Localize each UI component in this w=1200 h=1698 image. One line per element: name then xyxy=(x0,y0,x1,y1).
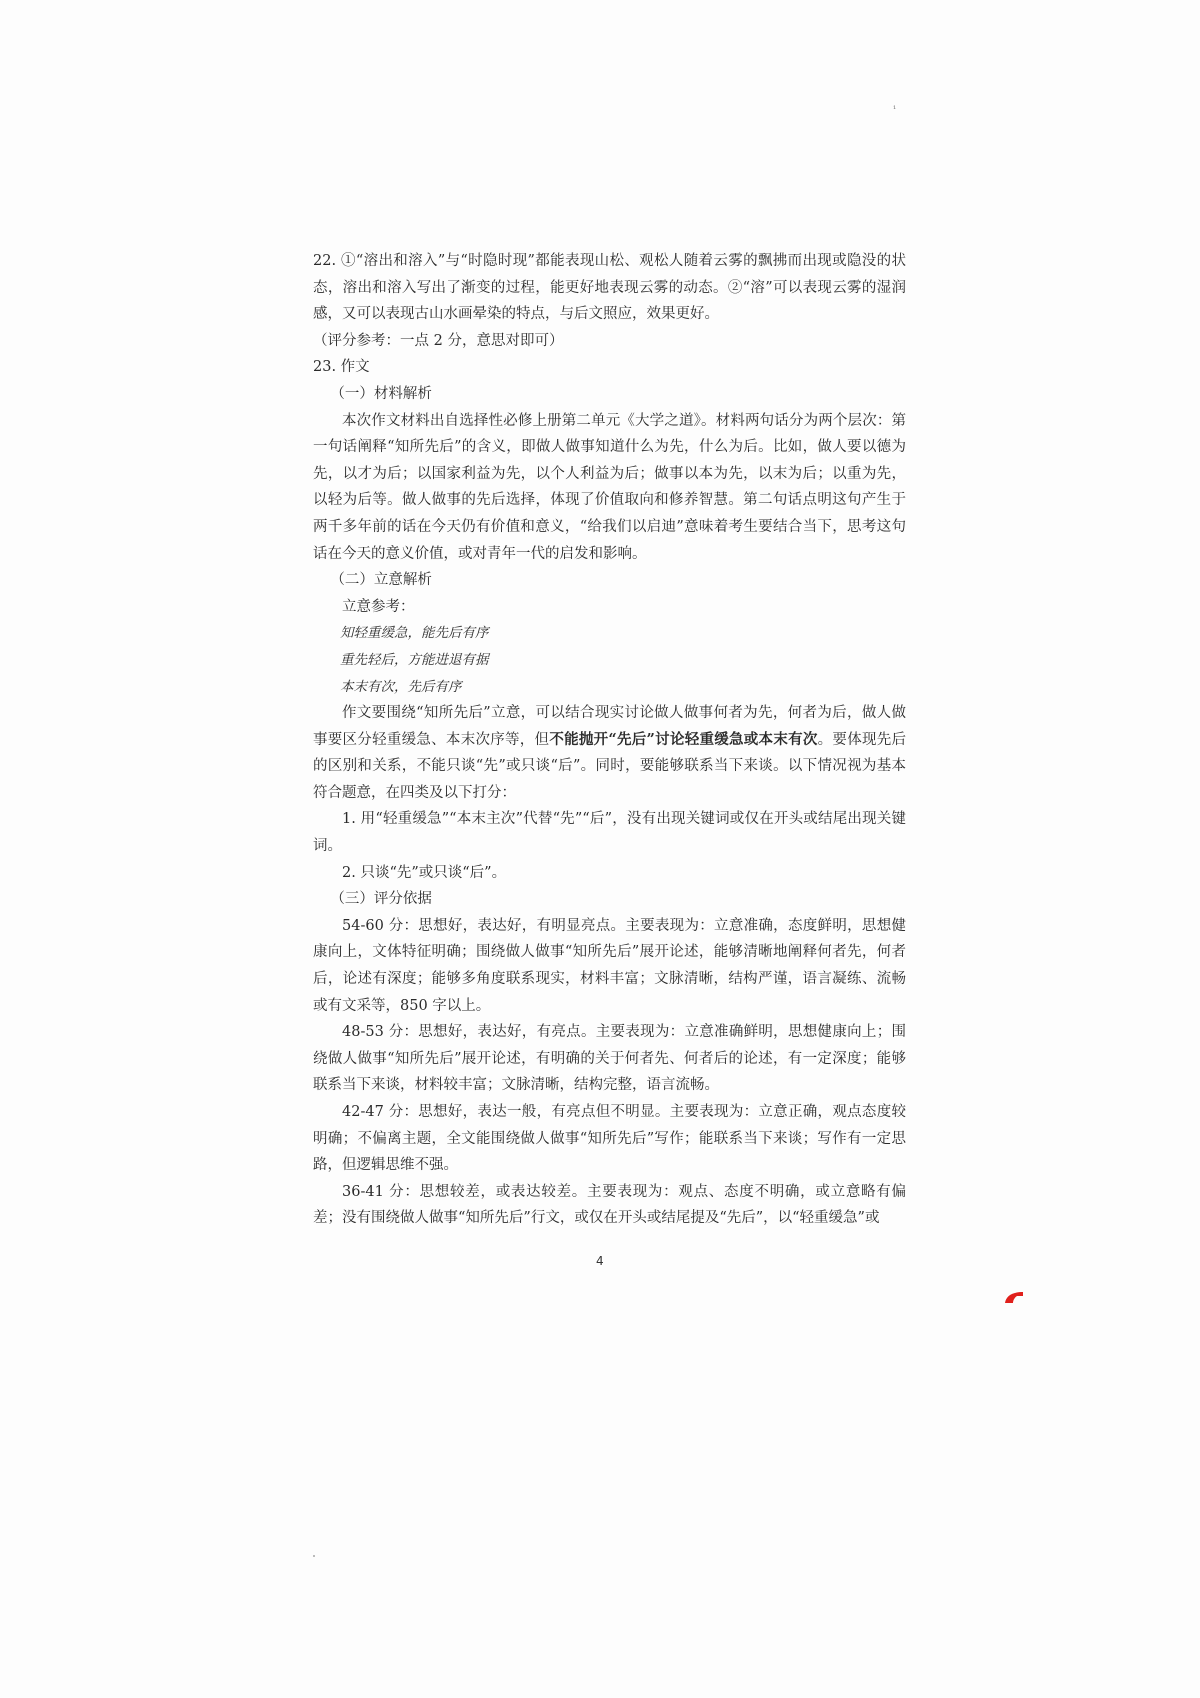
corner-mark: ₁ xyxy=(893,102,897,111)
grade-band-paragraph: 48-53 分：思想好，表达好，有亮点。主要表现为：立意准确鲜明，思想健康向上；围绕做人做事“知所先后”展开论述，有明确的关于何者先、何者后的论述，有一定深度；能够联系当下来谈，材料较丰富；文脉清晰，结构完整，语言流畅。 xyxy=(313,1024,906,1094)
idea-item: 知轻重缓急，能先后有序 xyxy=(340,625,489,642)
idea-item: 重先轻后，方能进退有据 xyxy=(340,651,489,668)
section1-paragraph: 本次作文材料出自选择性必修上册第二单元《大学之道》。材料两句话分为两个层次：第一句话阐释“知所先后”的含义，即做人做事知道什么为先，什么为后。比如，做人要以德为先，以才为后；以国家利益为先，以个人利益为后；做事以本为先，以末为后；以重为先，以轻为后等。做人做事的先后选择，体现了价值取向和修养智慧。第二句话点明这句产生于两千多年前的话在今天仍有价值和意义，“给我们以启迪”意味着考生要结合当下，思考这句话在今天的意义价值，或对青年一代的启发和影响。 xyxy=(313,412,906,562)
grade-band-paragraph: 42-47 分：思想好，表达一般，有亮点但不明显。主要表现为：立意正确，观点态度较明确；不偏离主题，全文能围绕做人做事“知所先后”写作；能联系当下来谈；写作有一定思路，但逻辑思维不强。 xyxy=(313,1104,906,1174)
section2-bold-requirement: 不能抛开“先后”讨论轻重缓急或本末有次 xyxy=(549,730,818,748)
list-item: 1. 用“轻重缓急”“本末主次”代替“先”“后”，没有出现关键词或仅在开头或结尾出现关键词。 xyxy=(313,811,906,855)
list-item: 2. 只谈“先”或只谈“后”。 xyxy=(342,864,507,881)
q22-answer: 22. ①“溶出和溶入”与“时隐时现”都能表现山松、观松人随着云雾的飘拂而出现或隐没的状态，溶出和溶入写出了渐变的过程，能更好地表现云雾的动态。②“溶”可以表现云雾的湿润感，又可以表现古山水画晕染的特点，与后文照应，效果更好。 xyxy=(313,253,906,323)
red-corner-mark-icon xyxy=(1003,1290,1025,1304)
idea-item: 本末有次，先后有序 xyxy=(340,678,462,695)
idea-reference-label: 立意参考： xyxy=(342,598,415,615)
section1-heading: （一）材料解析 xyxy=(330,385,432,402)
answer-content xyxy=(313,248,906,1232)
section2-text-after: 。要体现先后的区别和关系，不能只谈“先”或只谈“后”。同时，要能够联系当下来谈。以下情况视为基本符合题意，在四类及以下打分： xyxy=(313,731,907,801)
q22-scoring-note: （评分参考：一点 2 分，意思对即可） xyxy=(313,332,564,349)
section2-text-before: 作文要围绕“知所先后”立意，可以结合现实讨论做人做事何者为先，何者为后，做人做事要区分轻重缓急、本末次序等，但 xyxy=(313,705,906,748)
section2-paragraph xyxy=(313,700,906,806)
scan-speck xyxy=(313,1555,315,1557)
q23-title: 23. 作文 xyxy=(313,359,370,376)
grade-band-paragraph: 36-41 分：思想较差，或表达较差。主要表现为：观点、态度不明确，或立意略有偏差；没有围绕做人做事“知所先后”行文，或仅在开头或结尾提及“先后”，以“轻重缓急”或 xyxy=(313,1183,906,1227)
page-number: 4 xyxy=(596,1254,604,1268)
section3-heading: （三）评分依据 xyxy=(330,891,432,908)
section2-heading: （二）立意解析 xyxy=(330,572,432,589)
grade-band-paragraph: 54-60 分：思想好，表达好，有明显亮点。主要表现为：立意准确，态度鲜明，思想健康向上，文体特征明确；围绕做人做事“知所先后”展开论述，能够清晰地阐释何者先，何者后，论述有深度；能够多角度联系现实，材料丰富；文脉清晰，结构严谨，语言凝练、流畅或有文采等，850 字以上。 xyxy=(313,917,906,1014)
